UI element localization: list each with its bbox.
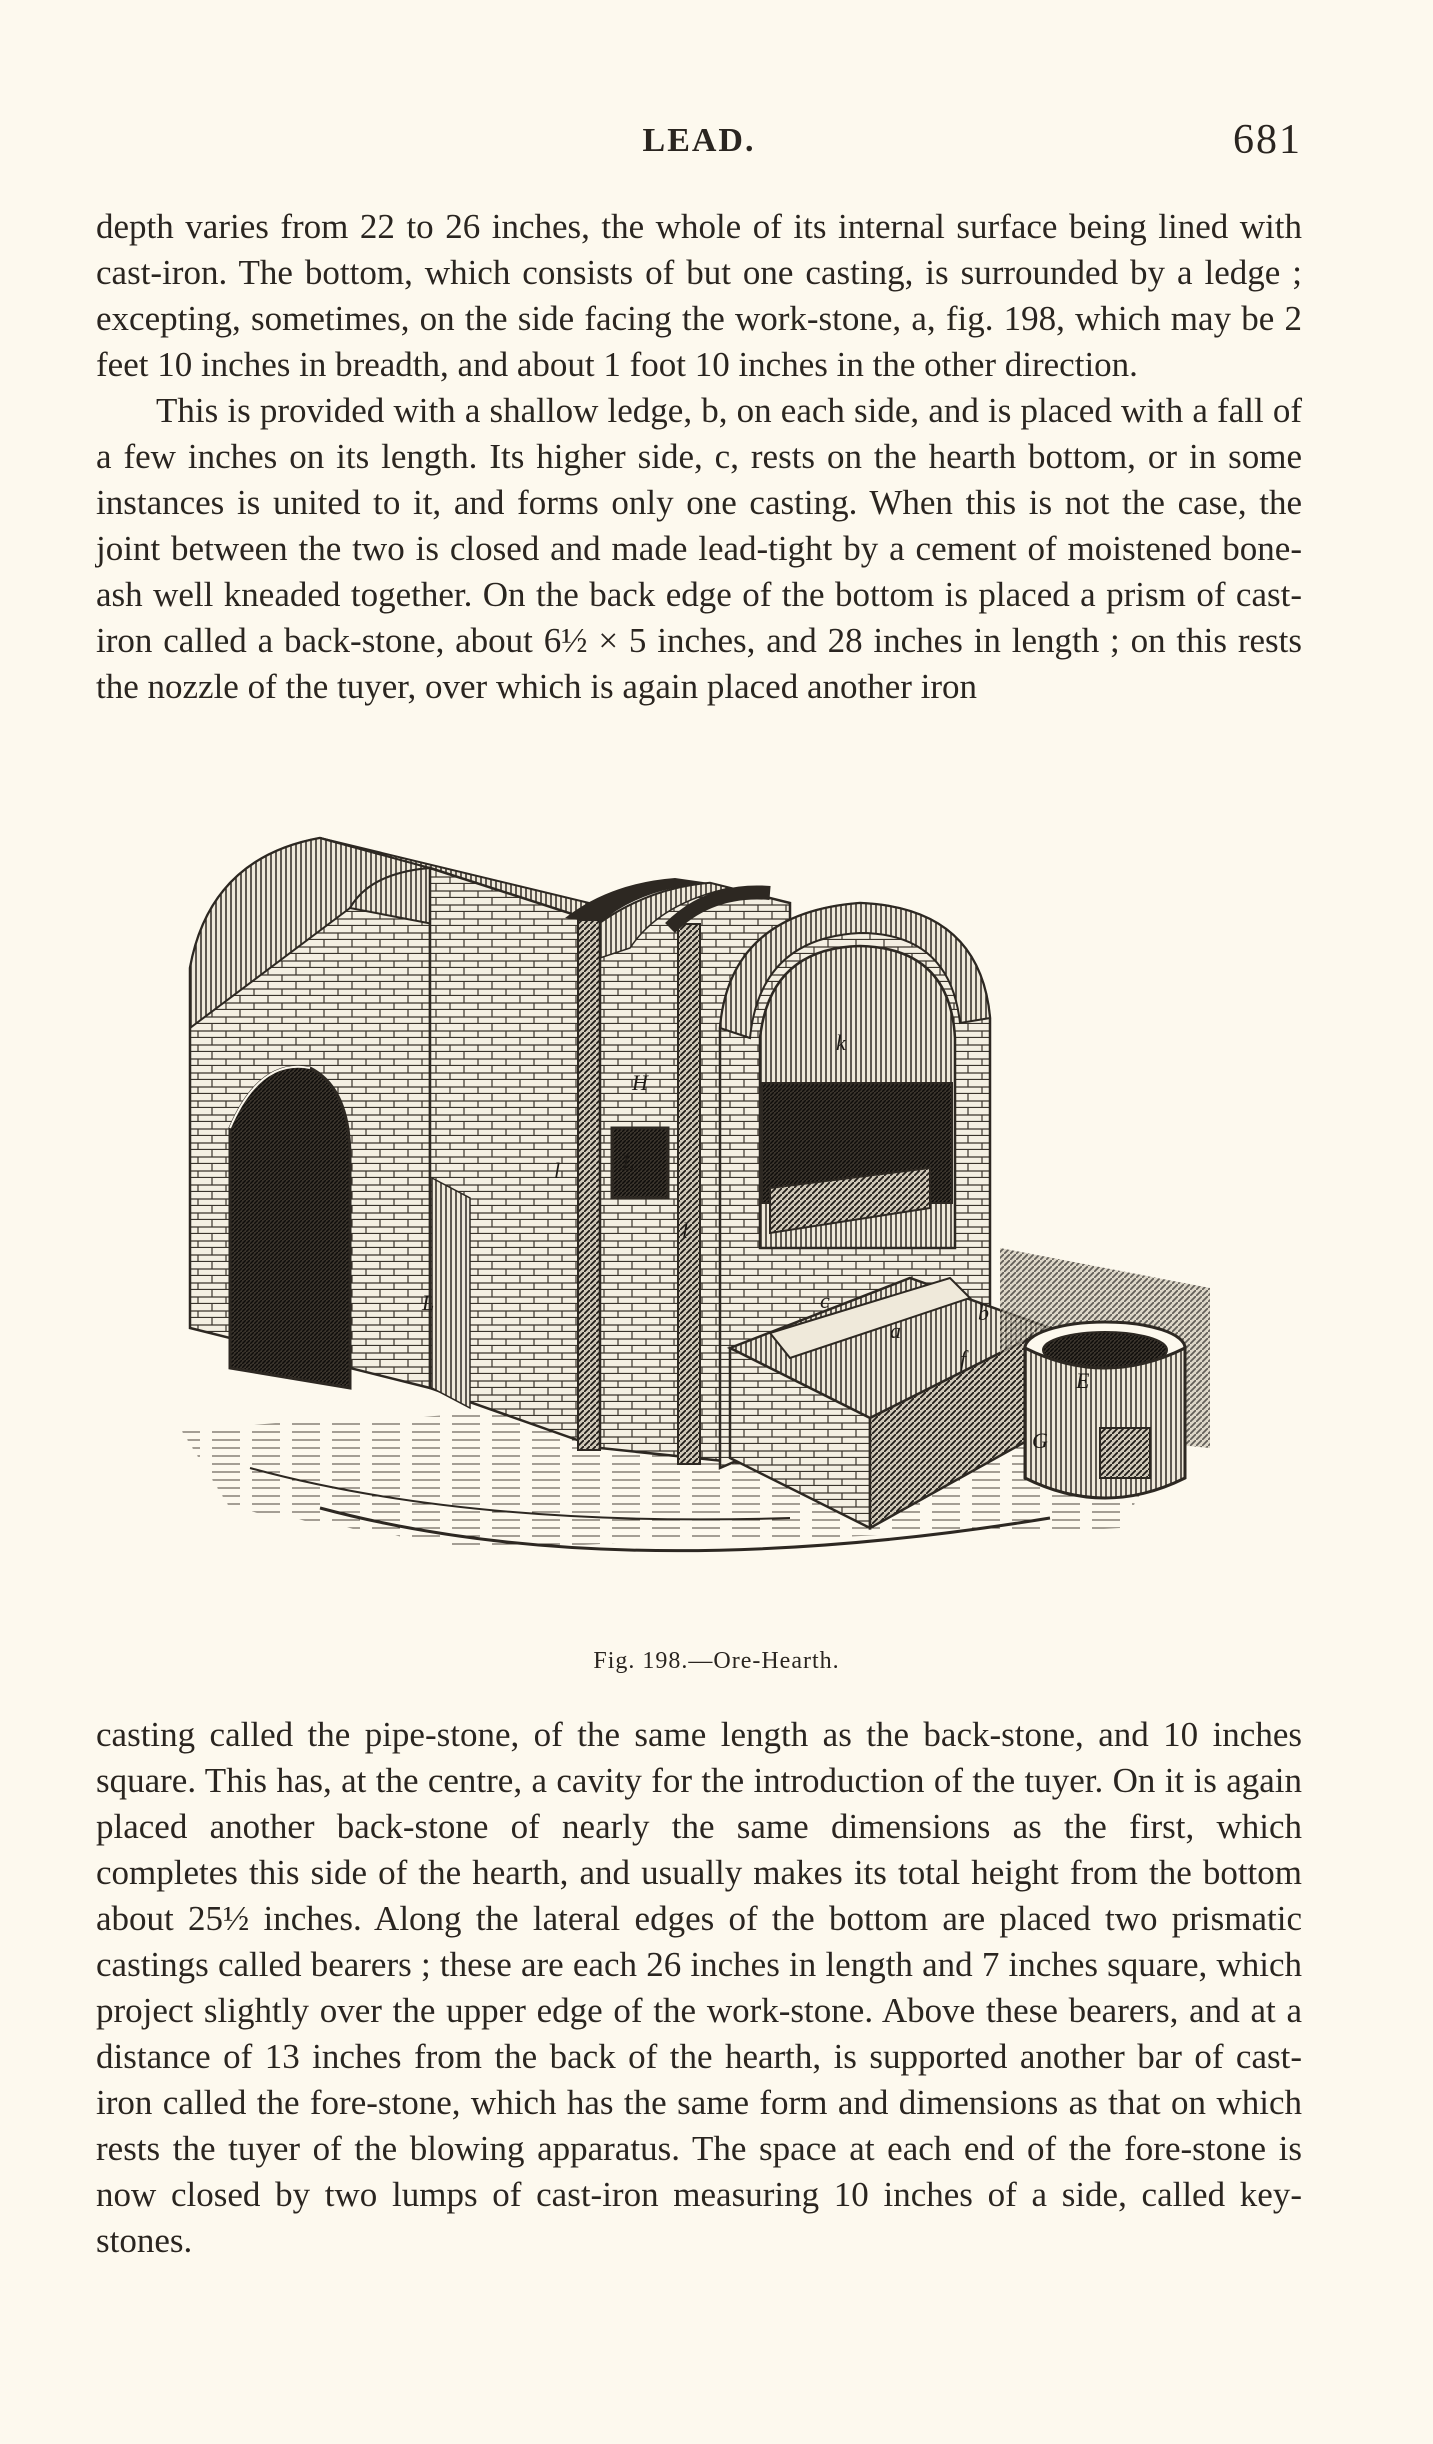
figure-label: L [422,1290,435,1315]
figure-label: H [632,1070,648,1095]
figure-label: k [836,1030,846,1055]
figure-label: G [1032,1428,1048,1453]
engraving [170,828,1230,1648]
ore-hearth-illustration [170,828,1230,1648]
paragraph: casting called the pipe-stone, of the same length as the back-stone, and 10 inches square. This has, at the centre, a cavity for the introduction of the tuyer. On it is again placed another back-stone of nearly the same dimensions as the first, which completes this side of the hearth, and usually makes its total height from the bottom about 25½ inches. Along the lateral edges of the bottom are placed two prismatic castings called bearers ; these are each 26 inches in length and 7 inches square, which project slightly over the upper edge of the work-stone. Above these bearers, and at a distance of 13 inches from the back of the hearth, is supported another bar of cast-iron called the fore-stone, which has the same form and dimensions as that on which rests the tuyer of the blowing apparatus. The space at each end of the fore-stone is now closed by two lumps of cast-iron measuring 10 inches of a side, called key-stones. [96,1715,1302,2260]
running-head: LEAD. [642,122,756,159]
figure-label: a [890,1318,901,1343]
text-block-bottom [96,1712,1302,2264]
figure-label: b [978,1300,989,1325]
figure-caption: Fig. 198.—Ore-Hearth. [593,1648,840,1674]
figure-label: L [622,1150,635,1175]
figure-label: f [960,1346,967,1371]
figure-label: l [554,1158,561,1183]
page-number: 681 [1233,117,1302,163]
paragraph: depth varies from 22 to 26 inches, the whole of its internal surface being lined with cast-iron. The bottom, which consists of but one casting, is surrounded by a ledge ; excepting, sometimes, on the side facing the work-stone, a, fig. 198, which may be 2 feet 10 inches in breadth, and about 1 foot 10 inches in the other direction. [96,207,1302,384]
figure-label: c [820,1288,830,1313]
paragraph: This is provided with a shallow ledge, b, on each side, and is placed with a fall of a few inches on its length. Its higher side, c, rests on the hearth bottom, or in some instances is united to it, and forms only one casting. When this is not the case, the joint between the two is closed and made lead-tight by a cement of moistened bone-ash well kneaded together. On the back edge of the bottom is placed a prism of cast-iron called a back-stone, about 6½ × 5 inches, and 28 inches in length ; on this rests the nozzle of the tuyer, over which is again placed another iron [96,391,1302,706]
figure-label: E [1076,1368,1090,1393]
figure-label: l [682,1218,689,1243]
text-block-top [96,204,1302,710]
page-header [96,117,1302,172]
